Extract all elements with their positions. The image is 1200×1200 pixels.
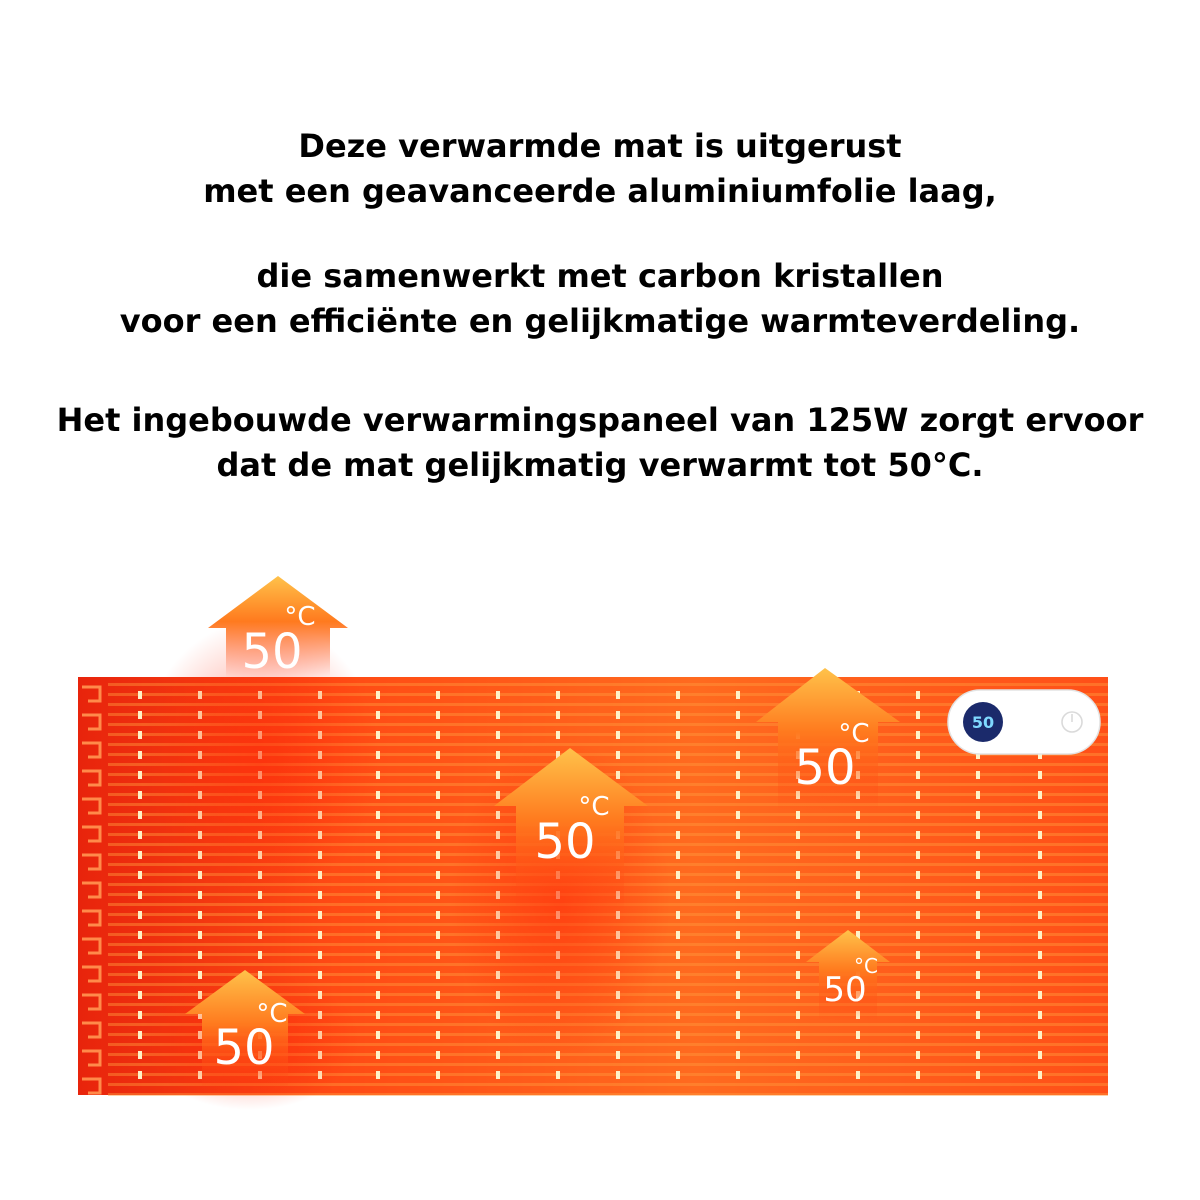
wire-dot <box>496 1071 500 1079</box>
wire-dot <box>916 871 920 879</box>
wire-dot <box>198 911 202 919</box>
wire-dot <box>736 771 740 779</box>
wire-dot <box>436 731 440 739</box>
wire-dot <box>376 811 380 819</box>
wire-dot <box>376 851 380 859</box>
temperature-controller[interactable] <box>948 690 1100 754</box>
wire-dot <box>436 791 440 799</box>
controller-display-value: 50 <box>971 713 995 732</box>
wire-dot <box>1038 791 1042 799</box>
wire-dot <box>916 771 920 779</box>
wire-dot <box>916 751 920 759</box>
wire-dot <box>676 771 680 779</box>
wire-dot <box>436 831 440 839</box>
wire-dot <box>436 851 440 859</box>
wire-dot <box>436 971 440 979</box>
heat-badge-unit: °C <box>578 792 610 822</box>
wire-dot <box>436 751 440 759</box>
heat-badge-value: 50 <box>241 624 303 680</box>
wire-dot <box>616 731 620 739</box>
power-line-2: dat de mat gelijkmatig verwarmt tot 50°C. <box>216 446 984 484</box>
wire-dot <box>1038 831 1042 839</box>
wire-dot <box>796 891 800 899</box>
wire-dot <box>318 911 322 919</box>
wire-dot <box>796 1051 800 1059</box>
wire-dot <box>436 951 440 959</box>
wire-dot <box>138 871 142 879</box>
wire-dot <box>736 731 740 739</box>
wire-dot <box>138 1011 142 1019</box>
heat-badge-value: 50 <box>794 740 856 796</box>
wire-dot <box>976 1071 980 1079</box>
wire-dot <box>736 871 740 879</box>
wire-dot <box>676 1051 680 1059</box>
wire-dot <box>856 1071 860 1079</box>
wire-dot <box>856 1051 860 1059</box>
wire-dot <box>496 751 500 759</box>
wire-dot <box>796 871 800 879</box>
wire-dot <box>916 691 920 699</box>
heat-badge-unit: °C <box>256 999 288 1029</box>
carbon-line-1: die samenwerkt met carbon kristallen <box>256 257 944 295</box>
wire-dot <box>198 931 202 939</box>
wire-dot <box>676 1071 680 1079</box>
wire-dot <box>376 871 380 879</box>
wire-dot <box>916 1031 920 1039</box>
wire-dot <box>1038 891 1042 899</box>
wire-dot <box>796 931 800 939</box>
wire-dot <box>856 911 860 919</box>
wire-dot <box>376 711 380 719</box>
wire-dot <box>856 871 860 879</box>
wire-dot <box>138 931 142 939</box>
wire-dot <box>616 1071 620 1079</box>
wire-dot <box>976 911 980 919</box>
wire-dot <box>976 1051 980 1059</box>
wire-dot <box>736 1011 740 1019</box>
wire-dot <box>376 971 380 979</box>
wire-dot <box>736 951 740 959</box>
wire-dot <box>1038 1011 1042 1019</box>
wire-dot <box>1038 951 1042 959</box>
wire-dot <box>916 851 920 859</box>
wire-dot <box>676 851 680 859</box>
wire-dot <box>376 951 380 959</box>
wire-dot <box>318 931 322 939</box>
heat-badge-value: 50 <box>534 814 596 870</box>
wire-dot <box>976 1031 980 1039</box>
wire-dot <box>138 711 142 719</box>
wire-dot <box>916 791 920 799</box>
wire-dot <box>676 931 680 939</box>
wire-dot <box>436 811 440 819</box>
wire-dot <box>198 951 202 959</box>
wire-dot <box>736 1031 740 1039</box>
wire-dot <box>916 811 920 819</box>
wire-dot <box>976 891 980 899</box>
wire-dot <box>916 711 920 719</box>
wire-dot <box>258 931 262 939</box>
wire-dot <box>796 971 800 979</box>
wire-dot <box>138 1071 142 1079</box>
wire-dot <box>138 731 142 739</box>
wire-dot <box>976 951 980 959</box>
wire-dot <box>736 971 740 979</box>
wire-dot <box>436 891 440 899</box>
wire-dot <box>736 791 740 799</box>
wire-dot <box>1038 1051 1042 1059</box>
wire-dot <box>138 811 142 819</box>
wire-dot <box>916 971 920 979</box>
wire-dot <box>376 991 380 999</box>
wire-dot <box>436 871 440 879</box>
wire-dot <box>318 891 322 899</box>
wire-dot <box>736 831 740 839</box>
wire-dot <box>1038 1071 1042 1079</box>
wire-dot <box>976 771 980 779</box>
wire-dot <box>496 691 500 699</box>
wire-dot <box>976 831 980 839</box>
wire-dot <box>796 851 800 859</box>
wire-dot <box>796 991 800 999</box>
wire-dot <box>556 731 560 739</box>
wire-dot <box>436 771 440 779</box>
wire-dot <box>856 831 860 839</box>
wire-dot <box>676 1031 680 1039</box>
wire-dot <box>496 731 500 739</box>
intro-line-1: Deze verwarmde mat is uitgerust <box>298 127 902 165</box>
wire-dot <box>736 711 740 719</box>
wire-dot <box>676 711 680 719</box>
carbon-line-2: voor een efficiënte en gelijkmatige warmteverdeling. <box>119 302 1081 340</box>
wire-dot <box>736 1051 740 1059</box>
wire-dot <box>736 751 740 759</box>
wire-dot <box>856 851 860 859</box>
wire-dot <box>436 931 440 939</box>
wire-dot <box>436 711 440 719</box>
wire-dot <box>138 911 142 919</box>
wire-dot <box>496 1051 500 1059</box>
wire-dot <box>676 731 680 739</box>
wire-dot <box>376 1071 380 1079</box>
wire-dot <box>676 1011 680 1019</box>
wire-dot <box>318 971 322 979</box>
wire-dot <box>676 691 680 699</box>
heat-badge-value: 50 <box>823 970 867 1010</box>
wire-dot <box>856 811 860 819</box>
wire-dot <box>1038 851 1042 859</box>
heat-badge-value: 50 <box>213 1020 275 1076</box>
wire-dot <box>676 891 680 899</box>
wire-dot <box>736 811 740 819</box>
wire-dot <box>138 951 142 959</box>
wire-dot <box>676 831 680 839</box>
wire-dot <box>138 991 142 999</box>
wire-dot <box>676 871 680 879</box>
heat-badge-unit: °C <box>284 602 316 632</box>
wire-dot <box>916 1051 920 1059</box>
wire-dot <box>376 831 380 839</box>
wire-dot <box>796 1031 800 1039</box>
wire-dot <box>676 911 680 919</box>
wire-dot <box>796 911 800 919</box>
wire-dot <box>1038 1031 1042 1039</box>
wire-dot <box>916 951 920 959</box>
wire-dot <box>138 971 142 979</box>
wire-dot <box>496 711 500 719</box>
wire-dot <box>676 791 680 799</box>
wire-dot <box>376 1051 380 1059</box>
wire-dot <box>736 1071 740 1079</box>
wire-dot <box>1038 871 1042 879</box>
wire-dot <box>676 811 680 819</box>
wire-dot <box>976 1011 980 1019</box>
wire-dot <box>916 731 920 739</box>
wire-dot <box>138 691 142 699</box>
wire-dot <box>976 991 980 999</box>
wire-dot <box>676 971 680 979</box>
wire-dot <box>376 1011 380 1019</box>
wire-dot <box>736 931 740 939</box>
wire-dot <box>616 1051 620 1059</box>
wire-dot <box>616 711 620 719</box>
wire-dot <box>976 851 980 859</box>
wire-dot <box>976 871 980 879</box>
wire-dot <box>436 691 440 699</box>
wire-dot <box>736 891 740 899</box>
wire-dot <box>436 991 440 999</box>
wire-dot <box>616 751 620 759</box>
wire-dot <box>976 931 980 939</box>
wire-dot <box>616 691 620 699</box>
wire-dot <box>736 691 740 699</box>
wire-dot <box>376 931 380 939</box>
wire-dot <box>1038 991 1042 999</box>
wire-dot <box>1038 771 1042 779</box>
wire-dot <box>1038 811 1042 819</box>
wire-dot <box>976 811 980 819</box>
wire-dot <box>436 1031 440 1039</box>
wire-dot <box>1038 911 1042 919</box>
wire-dot <box>436 1011 440 1019</box>
wire-dot <box>436 1071 440 1079</box>
heat-arrow-badge <box>208 576 348 680</box>
wire-dot <box>436 1051 440 1059</box>
wire-dot <box>556 711 560 719</box>
wire-dot <box>796 811 800 819</box>
wire-dot <box>916 911 920 919</box>
wire-dot <box>138 791 142 799</box>
wire-dot <box>676 991 680 999</box>
wire-dot <box>676 751 680 759</box>
wire-dot <box>976 791 980 799</box>
heat-badge-unit: °C <box>854 954 878 978</box>
wire-dot <box>198 891 202 899</box>
wire-dot <box>556 1071 560 1079</box>
wire-dot <box>1038 971 1042 979</box>
wire-dot <box>916 991 920 999</box>
wire-dot <box>856 891 860 899</box>
wire-dot <box>436 911 440 919</box>
wire-dot <box>258 951 262 959</box>
wire-dot <box>796 951 800 959</box>
wire-dot <box>318 951 322 959</box>
wire-dot <box>856 1031 860 1039</box>
wire-dot <box>736 911 740 919</box>
wire-dot <box>796 1011 800 1019</box>
wire-dot <box>138 891 142 899</box>
intro-line-2: met een geavanceerde aluminiumfolie laag, <box>203 172 997 210</box>
wire-dot <box>916 1011 920 1019</box>
wire-dot <box>138 851 142 859</box>
wire-dot <box>916 831 920 839</box>
wire-dot <box>376 1031 380 1039</box>
wire-dot <box>258 911 262 919</box>
wire-dot <box>736 851 740 859</box>
power-line-1: Het ingebouwde verwarmingspaneel van 125W zorgt ervoor <box>56 401 1144 439</box>
wire-dot <box>376 691 380 699</box>
heat-badge-unit: °C <box>838 719 870 749</box>
wire-dot <box>976 971 980 979</box>
wire-dot <box>796 831 800 839</box>
wire-dot <box>138 1051 142 1059</box>
wire-dot <box>916 1071 920 1079</box>
wire-dot <box>376 891 380 899</box>
wire-dot <box>916 891 920 899</box>
wire-dot <box>676 951 680 959</box>
wire-dot <box>556 691 560 699</box>
wire-dot <box>376 911 380 919</box>
wire-dot <box>736 991 740 999</box>
wire-dot <box>916 931 920 939</box>
wire-dot <box>1038 931 1042 939</box>
wire-dot <box>796 1071 800 1079</box>
wire-dot <box>138 831 142 839</box>
